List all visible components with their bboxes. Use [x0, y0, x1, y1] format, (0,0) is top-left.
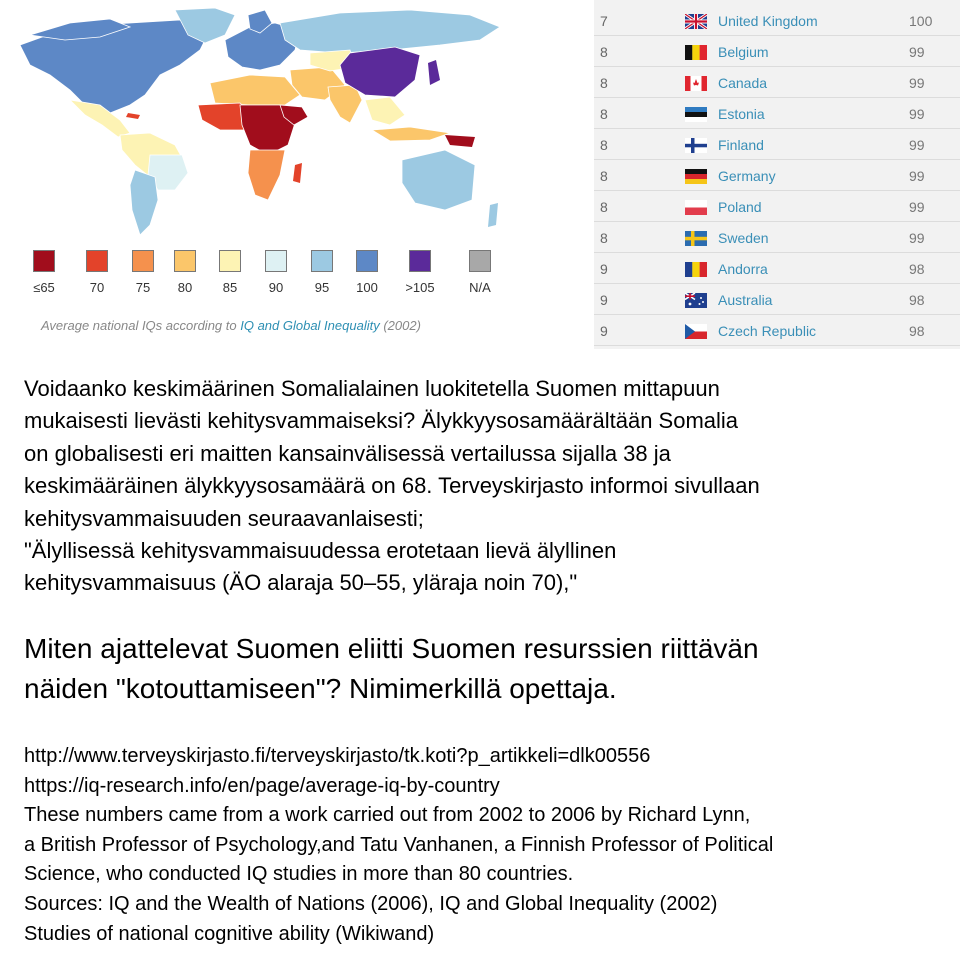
map-southern-africa [248, 150, 285, 200]
text-line: Sources: IQ and the Wealth of Nations (2006), IQ and Global Inequality (2002) [24, 892, 718, 915]
legend-label: 80 [177, 280, 193, 295]
source-url-link[interactable]: http://www.terveyskirjasto.fi/terveyskirjasto/tk.koti?p_artikkeli=dlk00556 [24, 745, 651, 767]
legend-swatch [265, 250, 287, 272]
table-row [594, 37, 960, 67]
legend-item [210, 250, 250, 295]
text-line: "Älyllisessä kehitysvammaisuudessa erotetaan lievä älyllinen [24, 538, 617, 564]
map-papua [445, 135, 475, 147]
map-japan [428, 60, 440, 85]
table-row [594, 68, 960, 98]
map-australia [402, 150, 475, 210]
finland-flag-icon [685, 138, 707, 153]
map-new-zealand [488, 203, 498, 227]
rank-cell: 8 [600, 137, 608, 153]
map-madagascar [293, 163, 302, 183]
iq-cell: 98 [909, 323, 925, 339]
rank-cell: 9 [600, 261, 608, 277]
text-line: kehitysvammaisuus (ÄO alaraja 50–55, yläraja noin 70)," [24, 570, 578, 596]
legend-label: 85 [222, 280, 238, 295]
iq-ranking-table [594, 0, 960, 349]
legend-swatch [469, 250, 491, 272]
iq-cell: 99 [909, 75, 925, 91]
caption-prefix: Average national IQs according to [41, 318, 237, 333]
country-link[interactable]: Germany [718, 168, 776, 184]
map-legend [20, 250, 500, 300]
map-russia [280, 10, 500, 53]
text-line: Miten ajattelevat Suomen eliitti Suomen resurssien riittävän [24, 633, 759, 664]
rank-cell: 8 [600, 230, 608, 246]
map-caption [41, 318, 421, 333]
rank-cell: 7 [600, 13, 608, 29]
rank-cell: 8 [600, 168, 608, 184]
legend-label: 90 [268, 280, 284, 295]
legend-item [77, 250, 117, 295]
table-row [594, 192, 960, 222]
text-line: mukaisesti lievästi kehitysvammaiseksi? Älykkyysosamäärältään Somalia [24, 408, 739, 434]
legend-label: 75 [135, 280, 151, 295]
poland-flag-icon [685, 200, 707, 215]
legend-swatch [356, 250, 378, 272]
iq-cell: 98 [909, 292, 925, 308]
legend-item [256, 250, 296, 295]
rank-cell: 9 [600, 323, 608, 339]
legend-label: ≤65 [33, 280, 55, 295]
rank-cell: 8 [600, 106, 608, 122]
source-url-link[interactable]: https://iq-research.info/en/page/average-iq-by-country [24, 774, 500, 797]
text-line: kehitysvammaisuuden seuraavanlaisesti; [24, 505, 424, 531]
rank-cell: 9 [600, 292, 608, 308]
belgium-flag-icon [685, 45, 707, 60]
legend-swatch [86, 250, 108, 272]
table-row [594, 161, 960, 191]
estonia-flag-icon [685, 107, 707, 122]
legend-swatch [311, 250, 333, 272]
iq-cell: 98 [909, 261, 925, 277]
iq-cell: 99 [909, 137, 925, 153]
legend-label: 70 [89, 280, 105, 295]
table-row [594, 254, 960, 284]
country-link[interactable]: Canada [718, 75, 768, 91]
legend-label: 100 [356, 280, 378, 295]
country-link[interactable]: Czech Republic [718, 323, 817, 339]
legend-item [123, 250, 163, 295]
germany-flag-icon [685, 169, 707, 184]
map-indonesia [372, 127, 450, 141]
text-line: keskimääräinen älykkyysosamäärä on 68. Terveyskirjasto informoi sivullaan [24, 473, 760, 499]
rank-cell: 8 [600, 44, 608, 60]
text-line: Voidaanko keskimäärinen Somalialainen luokitetella Suomen mittapuun [24, 376, 720, 401]
text-line: These numbers came from a work carried out from 2002 to 2006 by Richard Lynn, [24, 804, 751, 827]
legend-item [165, 250, 205, 295]
text-line: näiden "kotouttamiseen"? Nimimerkillä opettaja. [24, 673, 617, 704]
legend-swatch [219, 250, 241, 272]
map-north-africa [210, 75, 300, 105]
iq-cell: 99 [909, 230, 925, 246]
legend-swatch [409, 250, 431, 272]
table-row [594, 99, 960, 129]
sources-paragraph [24, 742, 956, 949]
rank-cell: 8 [600, 75, 608, 91]
text-line: on globalisesti eri maitten kansainvälisessä vertailussa sijalla 38 ja [24, 440, 671, 466]
legend-item [302, 250, 342, 295]
map-india [328, 85, 362, 123]
uk-flag-icon [685, 14, 707, 29]
table-row [594, 316, 960, 346]
australia-flag-icon [685, 293, 707, 308]
country-link[interactable]: Poland [718, 199, 762, 215]
caption-source-link[interactable]: IQ and Global Inequality [240, 318, 380, 333]
text-line: Studies of national cognitive ability (Wikiwand) [24, 922, 435, 945]
table-row [594, 6, 960, 36]
map-south-america-south [130, 170, 158, 235]
country-link[interactable]: Belgium [718, 44, 769, 60]
text-line: a British Professor of Psychology,and Tatu Vanhanen, a Finnish Professor of Political [24, 833, 774, 856]
czech-flag-icon [685, 324, 707, 339]
caption-suffix: (2002) [383, 318, 421, 333]
country-link[interactable]: Sweden [718, 230, 769, 246]
country-link[interactable]: United Kingdom [718, 13, 818, 29]
iq-cell: 99 [909, 168, 925, 184]
legend-item [460, 250, 500, 295]
legend-swatch [33, 250, 55, 272]
iq-cell: 99 [909, 199, 925, 215]
map-south-east-asia [365, 97, 405, 125]
legend-swatch [132, 250, 154, 272]
canada-flag-icon [685, 76, 707, 91]
iq-cell: 99 [909, 106, 925, 122]
country-link[interactable]: Australia [718, 292, 773, 308]
iq-cell: 99 [909, 44, 925, 60]
question-paragraph [24, 373, 954, 600]
rank-cell: 8 [600, 199, 608, 215]
legend-item [400, 250, 440, 295]
map-caribbean [126, 113, 140, 119]
legend-item [24, 250, 64, 295]
country-link[interactable]: Andorra [718, 261, 768, 277]
country-link[interactable]: Estonia [718, 106, 765, 122]
legend-label: 95 [314, 280, 330, 295]
text-line: Science, who conducted IQ studies in more than 80 countries. [24, 863, 574, 886]
table-row [594, 285, 960, 315]
world-map-image [10, 5, 515, 240]
table-row [594, 130, 960, 160]
iq-world-map-panel [0, 0, 560, 350]
andorra-flag-icon [685, 262, 707, 277]
legend-item [347, 250, 387, 295]
legend-swatch [174, 250, 196, 272]
legend-label: >105 [405, 280, 435, 295]
country-link[interactable]: Finland [718, 137, 764, 153]
sweden-flag-icon [685, 231, 707, 246]
legend-label: N/A [469, 280, 491, 295]
table-row [594, 223, 960, 253]
iq-cell: 100 [909, 13, 933, 29]
comment-paragraph [24, 629, 954, 709]
